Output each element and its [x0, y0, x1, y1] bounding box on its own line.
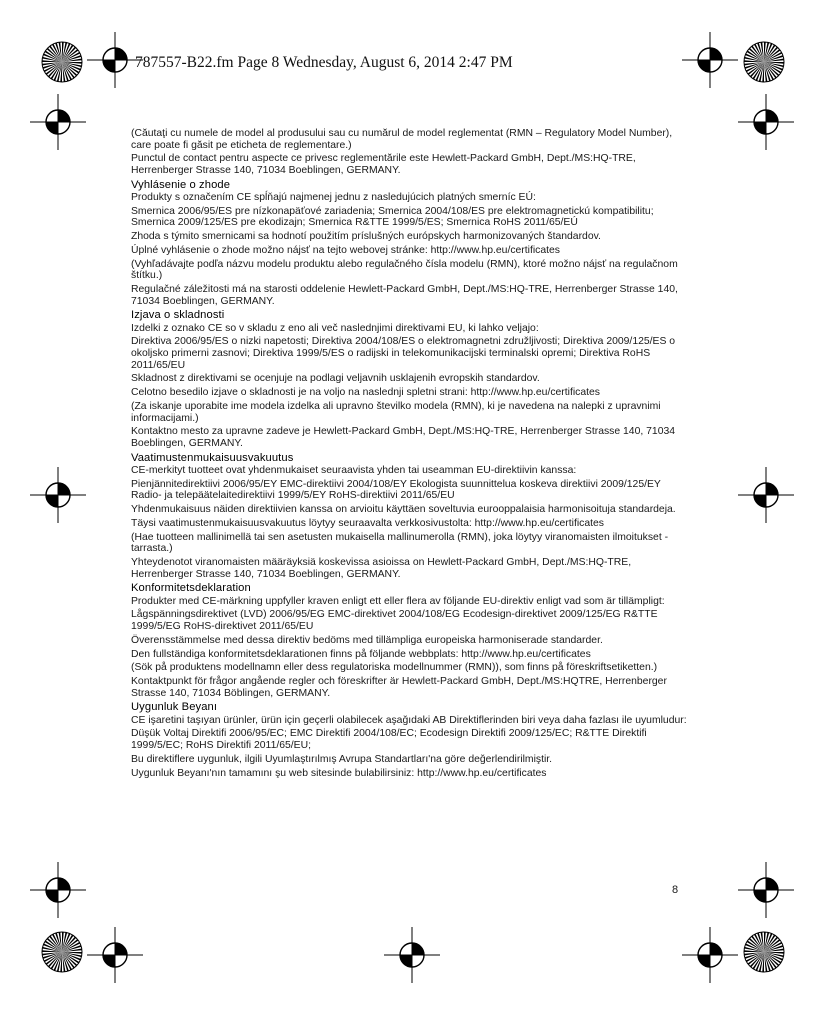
- paragraph: Úplné vyhlásenie o zhode možno nájsť na tejto webovej stránke: http://www.hp.eu/certificates: [131, 244, 560, 256]
- paragraph: Punctul de contact pentru aspecte ce privesc reglementările este Hewlett-Packard GmbH, Dept./MS:HQ-TRE, Herrenberger Strasse 140, 71034 Boeblingen, GERMANY.: [131, 153, 636, 176]
- paragraph: Smernica 2006/95/ES pre nízkonapäťové zariadenia; Smernica 2004/108/ES pre elektromagnetickú kompatibilitu; Smernica 2009/125/ES pre ekodizajn; Smernica R&TTE 1999/5/ES; Smernica RoHS 2011/65/EÚ: [131, 205, 654, 229]
- registration-crosshair-icon: [30, 94, 86, 150]
- paragraph: Kontaktno mesto za upravne zadeve je Hewlett-Packard GmbH, Dept./MS:HQ-TRE, Herrenberger Strasse 140, 71034 Boeblingen, GERMANY.: [131, 426, 676, 449]
- paragraph: Yhteydenotot viranomaisten määräyksiä koskevissa asioissa on Hewlett-Packard GmbH, Dept./MS:HQ-TRE, Herrenberger Strasse 140, 71034 Boeblingen, GERMANY.: [131, 556, 632, 580]
- registration-crosshair-icon: [30, 467, 86, 523]
- paragraph: Izdelki z oznako CE so v skladu z eno ali več naslednjimi direktivami EU, ki lahko veljajo:: [131, 322, 539, 334]
- section-turkish-declaration: [131, 701, 693, 779]
- page-number: 8: [672, 884, 679, 896]
- section-swedish-declaration: [131, 582, 693, 699]
- paragraph: (Hae tuotteen mallinimellä tai sen asetusten mukaisella mallinumerolla (RMN), joka löytyy viranomaisten ilmoitukset -tarrasta.): [131, 531, 669, 555]
- paragraph: Överensstämmelse med dessa direktiv bedöms med tillämpliga europeiska harmoniserade standarder.: [131, 634, 603, 646]
- paragraph: (Căutaţi cu numele de model al produsului sau cu numărul de model reglementat (RMN – Regulatory Model Number), care poate fi găsit pe eticheta de reglementare.): [131, 128, 673, 151]
- section-heading: Izjava o skladnosti: [131, 309, 225, 322]
- paragraph: Zhoda s týmito smernicami sa hodnotí použitím príslušných európskych harmonizovaných štandardov.: [131, 231, 601, 243]
- document-body: [131, 128, 693, 781]
- registration-crosshair-icon: [384, 927, 440, 983]
- paragraph: (Vyhľadávajte podľa názvu modelu produktu alebo regulačného čísla modelu (RMN), ktoré možno nájsť na regulačnom štítku.): [131, 258, 678, 282]
- section-heading: Vyhlásenie o zhode: [131, 178, 231, 191]
- registration-starburst-icon: [742, 40, 786, 84]
- paragraph: Direktiva 2006/95/ES o nizki napetosti; Direktiva 2004/108/ES o elektromagnetni združljivosti; Direktiva 2009/125/ES o okoljsko primerni zasnovi; Direktiva 1999/5/ES o radijski in telekomunikacijski terminalski opremi; Direktiva RoHS 2011/65/EU: [131, 336, 676, 371]
- paragraph: Den fullständiga konformitetsdeklarationen finns på följande webbplats: http://www.hp.eu/certificates: [131, 648, 591, 660]
- registration-crosshair-icon: [682, 927, 738, 983]
- paragraph: Bu direktiflere uygunluk, ilgili Uyumlaştırılmış Avrupa Standartları'na göre değerlendirilmiştir.: [131, 753, 553, 765]
- paragraph: Celotno besedilo izjave o skladnosti je na voljo na naslednji spletni strani: http://www.hp.eu/certificates: [131, 387, 600, 399]
- section-finnish-declaration: [131, 452, 693, 580]
- paragraph: Skladnost z direktivami se ocenjuje na podlagi veljavnih usklajenih evropskih standardov.: [131, 373, 540, 385]
- paragraph: (Za iskanje uporabite ime modela izdelka ali upravno številko modela (RMN), ki je navedena na nalepki z upravnimi informacijami.): [131, 400, 661, 424]
- paragraph: Yhdenmukaisuus näiden direktiivien kanssa on arvioitu käyttäen soveltuvia eurooppalaisia harmonisoituja standardeja.: [131, 504, 676, 516]
- paragraph: CE-merkityt tuotteet ovat yhdenmukaiset seuraavista yhden tai useamman EU-direktiivin kanssa:: [131, 464, 577, 476]
- registration-starburst-icon: [40, 930, 84, 974]
- paragraph: Uygunluk Beyanı'nın tamamını şu web sitesinde bulabilirsiniz: http://www.hp.eu/certificates: [131, 767, 547, 779]
- paragraph: Produkter med CE-märkning uppfyller kraven enligt ett eller flera av följande EU-direktiv enligt vad som är tillämpligt:: [131, 595, 665, 607]
- paragraph: Kontaktpunkt för frågor angående regler och föreskrifter är Hewlett-Packard GmbH, Dept./MS:HQTRE, Herrenberger Strasse 140, 71034 Böblingen, GERMANY.: [131, 676, 667, 699]
- registration-crosshair-icon: [87, 927, 143, 983]
- registration-crosshair-icon: [738, 94, 794, 150]
- paragraph: CE işaretini taşıyan ürünler, ürün için geçerli olabilecek aşağıdaki AB Direktiflerinden biri veya daha fazlası ile uyumludur:: [131, 714, 687, 726]
- paragraph: Lågspänningsdirektivet (LVD) 2006/95/EG EMC-direktivet 2004/108/EG Ecodesign-direktivet 2009/125/EG R&TTE 1999/5/EG RoHS-direktivet 2011/65/EU: [131, 609, 658, 632]
- paragraph: Produkty s označením CE spĺňajú najmenej jednu z nasledujúcich platných smerníc EÚ:: [131, 191, 536, 203]
- registration-crosshair-icon: [738, 862, 794, 918]
- paragraph: Düşük Voltaj Direktifi 2006/95/EC; EMC Direktifi 2004/108/EC; Ecodesign Direktifi 2009/125/EC; R&TTE Direktifi 1999/5/EC; RoHS Direktifi 2011/65/EU;: [131, 728, 647, 752]
- registration-crosshair-icon: [30, 862, 86, 918]
- registration-starburst-icon: [40, 40, 84, 84]
- section-slovak-declaration: [131, 179, 693, 307]
- section-slovenian-declaration: [131, 309, 693, 449]
- paragraph: (Sök på produktens modellnamn eller dess regulatoriska modellnummer (RMN)), som finns på föreskriftsetiketten.): [131, 662, 658, 674]
- print-slug-header: 787557-B22.fm Page 8 Wednesday, August 6, 2014 2:47 PM: [135, 54, 513, 71]
- registration-starburst-icon: [742, 930, 786, 974]
- registration-crosshair-icon: [738, 467, 794, 523]
- section-heading: Vaatimustenmukaisuusvakuutus: [131, 451, 294, 464]
- paragraph: Täysi vaatimustenmukaisuusvakuutus löytyy seuraavalta verkkosivustolta: http://www.hp.eu/certificates: [131, 517, 604, 529]
- section-heading: Uygunluk Beyanı: [131, 701, 218, 714]
- paragraph: Regulačné záležitosti má na starosti oddelenie Hewlett-Packard GmbH, Dept./MS:HQ-TRE, Herrenberger Strasse 140, 71034 Boeblingen, GERMANY.: [131, 284, 678, 307]
- section-heading: Konformitetsdeklaration: [131, 582, 251, 595]
- section-romanian-tail: [131, 128, 693, 177]
- paragraph: Pienjännitedirektiivi 2006/95/EY EMC-direktiivi 2004/108/EY Ekologista suunnittelua koskeva direktiivi 2009/125/EY Radio- ja telepäätelaitedirektiivi 1999/5/EY RoHS-direktiivi 2011/65/EU: [131, 478, 661, 502]
